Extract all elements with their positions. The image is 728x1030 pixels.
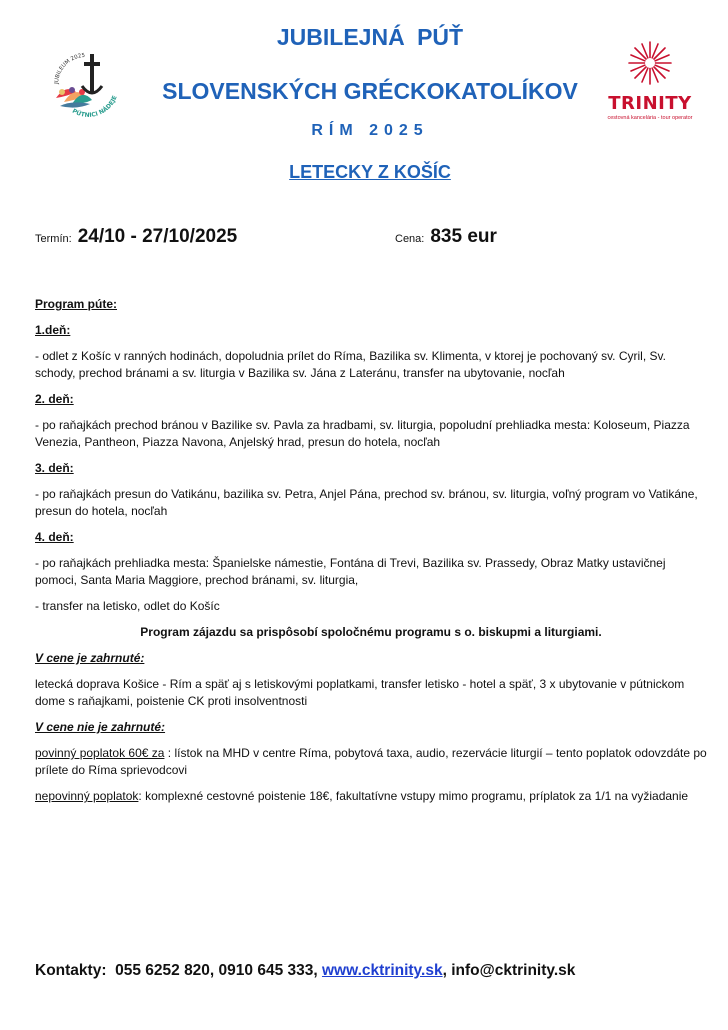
jubilee-logo (46, 42, 128, 126)
mandatory-fee-text: : lístok na MHD v centre Ríma, pobytová taxa, audio, rezervácie liturgií – tento poplatok odovzdáte po prílete do Ríma sprievodcovi (35, 746, 707, 777)
website-link[interactable]: www.cktrinity.sk (321, 962, 443, 979)
term-label: Termín: (35, 233, 72, 245)
price-label: Cena: (395, 233, 425, 245)
day-2-text: - po raňajkách prechod bránou v Bazilike sv. Pavla za hradbami, sv. liturgia, popoludní prehliadka mesta: Koloseum, Piazza Venezia, Pantheon, Piazza Navona, Anjelský hrad, presun do hotela, nocľah (35, 418, 690, 449)
price-value: 835 eur (430, 226, 497, 247)
included-text: letecká doprava Košice - Rím a späť aj s letiskovými poplatkami, transfer letisko - hotel a späť, 3 x ubytovanie v pútnickom dome s raňajkami, poistenie CK proti insolventnosti (35, 677, 685, 708)
included-heading: V cene je zahrnuté: (35, 651, 145, 665)
day-3-title: 3. deň: (35, 461, 74, 475)
day-1-title: 1.deň: (35, 323, 71, 337)
jubilee-cross-anchor-icon (46, 42, 128, 126)
day-1-text: - odlet z Košíc v ranných hodinách, dopoludnia prílet do Ríma, Bazilika sv. Klimenta, v ktorej je pochovaný sv. Cyril, Sv. schody, prechod bránami a sv. liturgia v Bazilika sv. Jána z Lateránu, transfer na ubytovanie, nocľah (35, 349, 666, 380)
not-included-heading: V cene nie je zahrnuté: (35, 720, 166, 734)
trinity-name: TRINITY (608, 93, 692, 114)
title-line-2: SLOVENSKÝCH GRÉCKOKATOLÍKOV (162, 78, 578, 104)
contact-email: , info@cktrinity.sk (442, 962, 576, 979)
mandatory-fee (35, 745, 707, 779)
contact-line (35, 962, 715, 980)
program-heading: Program púte: (35, 297, 118, 311)
trinity-logo (604, 40, 696, 132)
program-content (35, 296, 707, 805)
logo-bottom-text: PÚTNICI NÁDEJE (70, 94, 119, 119)
day-4-text: - po raňajkách prehliadka mesta: Španielske námestie, Fontána di Trevi, Bazilika sv. Prassedy, Obraz Matky ustavičnej pomoci, Santa Maria Maggiore, prechod bránami, sv. liturgia, (35, 556, 666, 587)
day-3-text: - po raňajkách presun do Vatikánu, bazilika sv. Petra, Anjel Pána, prechod sv. bránou, sv. liturgia, voľný program vo Vatikáne, presun do hotela, nocľah (35, 487, 698, 518)
subtitle-rim: RÍM 2025 (311, 122, 429, 139)
svg-text:JUBILEUM 2025 (54, 53, 86, 85)
trinity-tagline: cestovná kancelária - tour operator (607, 115, 693, 121)
title-line-1: JUBILEJNÁ PÚŤ (276, 24, 464, 50)
term-value: 24/10 - 27/10/2025 (77, 226, 238, 247)
contact-phones: 055 6252 820, 0910 645 333, (115, 962, 318, 979)
logo-arc-text: JUBILEUM 2025 (53, 52, 86, 85)
day-2-title: 2. deň: (35, 392, 74, 406)
optional-fee (35, 788, 707, 805)
optional-fee-text: : komplexné cestovné poistenie 18€, fakultatívne vstupy mimo programu, príplatok za 1/1 na vyžiadanie (138, 789, 689, 803)
mandatory-fee-label: povinný poplatok 60€ za (35, 746, 165, 760)
price-block (395, 226, 497, 248)
contact-label: Kontakty: (35, 962, 107, 979)
program-note: Program zájazdu sa prispôsobí spoločnému programu s o. biskupmi a liturgiami. (140, 625, 602, 639)
day-4-title: 4. deň: (35, 530, 74, 544)
transport-heading: LETECKY Z KOŠÍC (289, 162, 451, 182)
trinity-star-icon (627, 40, 673, 86)
optional-fee-label: nepovinný poplatok (35, 789, 139, 803)
day-4-text-2: - transfer na letisko, odlet do Košíc (35, 599, 220, 613)
term-price-row (35, 226, 695, 256)
